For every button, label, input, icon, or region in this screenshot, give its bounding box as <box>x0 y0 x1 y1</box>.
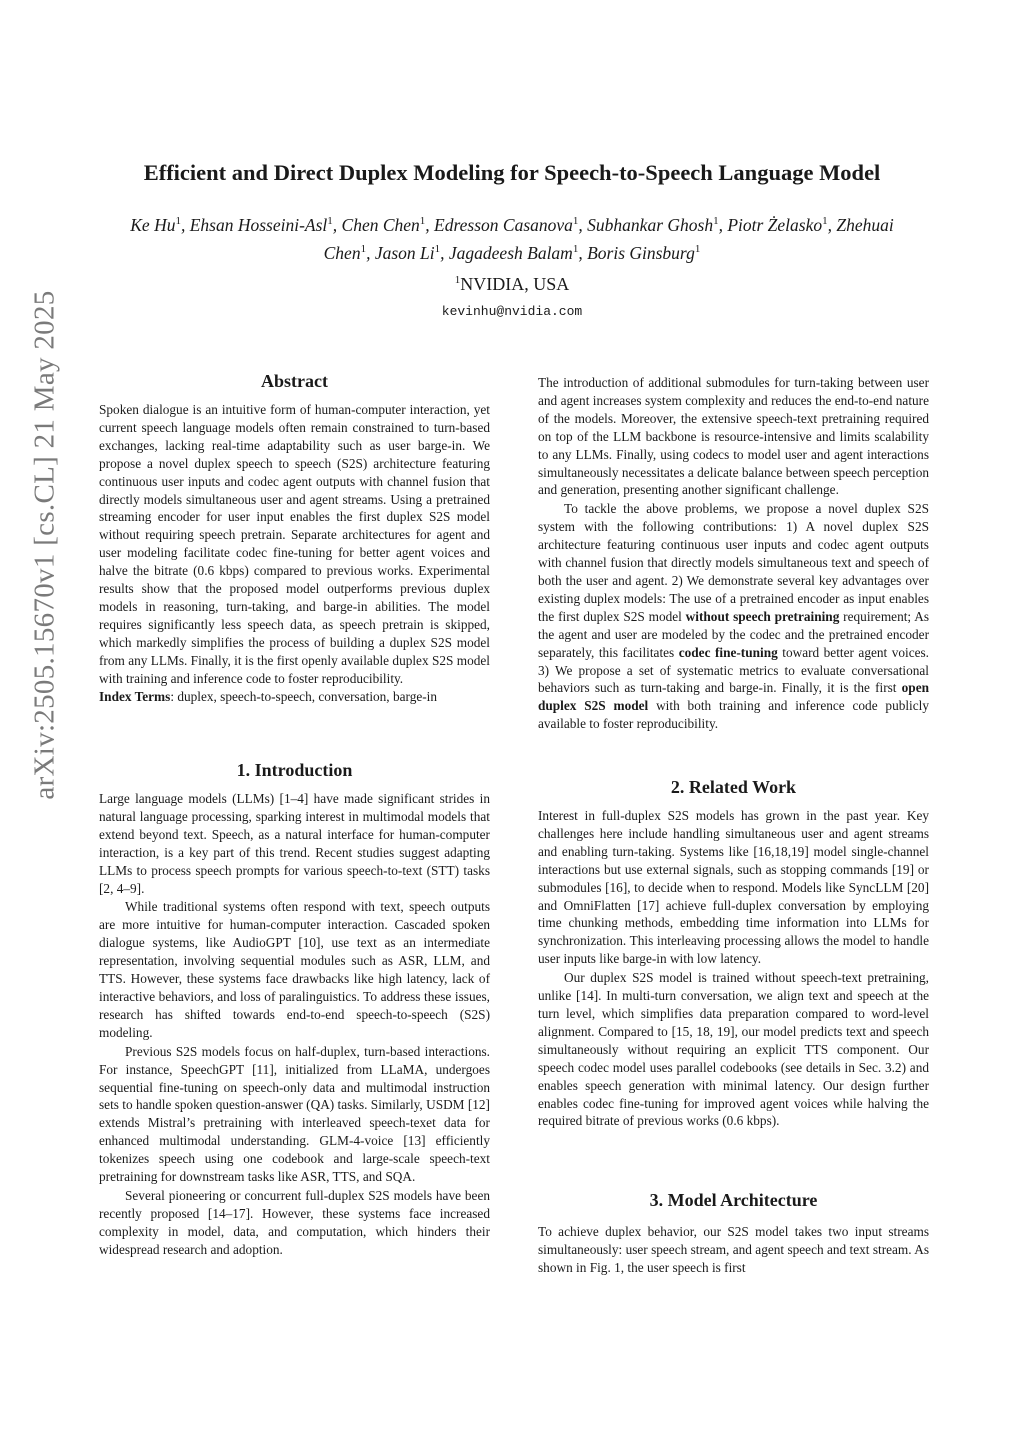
author-name: Zhehuai Chen <box>323 214 894 263</box>
index-terms <box>99 688 490 706</box>
author <box>375 243 440 263</box>
author-affiliation-marker: 1 <box>572 215 579 227</box>
text-run: Several pioneering or concurrent full-duplex S2S models have been recently proposed [14–17]. However, these systems face increased complexity in model, data, and computation, which hinders their widespread research and adoption. <box>99 1187 490 1257</box>
author-name: Edresson Casanova <box>434 214 573 235</box>
abstract-section <box>99 370 490 705</box>
introduction-heading: 1. Introduction <box>236 760 353 780</box>
model-architecture-heading: 3. Model Architecture <box>649 1190 818 1210</box>
index-terms-text: : duplex, speech-to-speech, conversation, barge-in <box>170 688 438 704</box>
author-affiliation-marker: 1 <box>419 215 426 227</box>
paragraph <box>99 898 490 1041</box>
author-affiliation-marker: 1 <box>175 215 181 227</box>
text-run: To tackle the above problems, we propose a novel duplex S2S system with the following contributions: 1) A novel duplex S2S architecture featuring continuous user inputs and codec agent outputs with channel fusion that directly models simultaneous text and speech of both the user and agent. 2) We demonstrate several key advantages over existing duplex models: The use of a pretrained encoder as input enables the first duplex S2S model <box>538 501 929 624</box>
author <box>727 215 827 235</box>
bold-text: without speech pretraining <box>685 608 840 624</box>
model-architecture-body <box>538 1223 929 1277</box>
abstract-body <box>99 401 490 688</box>
author <box>130 215 181 235</box>
text-run: with both training and inference code publicly available to foster reproducibility. <box>538 698 930 732</box>
author <box>342 215 426 235</box>
author-name: Boris Ginsburg <box>587 242 695 263</box>
author-affiliation-marker: 1 <box>713 215 719 227</box>
introduction-section <box>99 759 490 1259</box>
author <box>190 215 333 235</box>
introduction-continued-body <box>538 374 929 733</box>
paragraph <box>99 1187 490 1259</box>
paragraph <box>538 500 929 733</box>
text-run: Our duplex S2S model is trained without speech-text pretraining, unlike [14]. In multi-turn conversation, we align text and speech at the turn level, which simplifies data preparation compared to word-level alignment. Compared to [15, 18, 19], our model predicts text and speech simultaneously without requiring an explicit TTS component. Our speech codec model uses parallel codebooks (see details in Sec. 3.2) and enables speech generation with minimal latency. Our design further enables codec fine-tuning for improved agent voices while halving the required bitrate of previous works (0.6 kbps). <box>538 970 929 1129</box>
text-run: Interest in full-duplex S2S models has grown in the past year. Key challenges here include handling simultaneous user and agent streams and enabling turn-taking. Systems like [16,18,19] model single-channel interactions but use external signals, such as stopping commands [19] or submodules [16], to decide when to respond. Models like SyncLLM [20] and OmniFlatten [17] achieve full-duplex conversation by employing time chunking methods, embedding time information into LLMs for synchronization. This interleaving processing allows the model to handle user inputs like barge-in with low latency. <box>538 808 929 967</box>
paragraph <box>99 790 490 897</box>
paragraph <box>538 969 929 1130</box>
bold-text: open duplex S2S model <box>538 680 929 714</box>
author <box>587 243 700 263</box>
text-run: While traditional systems often respond with text, speech outputs are more intuitive for human-computer interaction. Cascaded spoken dialogue systems, like AudioGPT [10], use text as an intermediate representation, involving sequential modules such as ASR, LLM, and TTS. However, these systems face drawbacks like high latency, lack of interactive behaviors, and loss of paralinguistics. To address these issues, research has shifted towards end-to-end speech-to-speech (S2S) modeling. <box>99 899 490 1040</box>
affiliation-text: NVIDIA, USA <box>460 274 570 294</box>
author-name: Subhankar Ghosh <box>587 214 714 235</box>
affiliation-marker: 1 <box>454 274 461 286</box>
author-name: Jagadeesh Balam <box>448 242 573 263</box>
index-terms-label: Index Terms <box>99 688 171 704</box>
text-run: To achieve duplex behavior, our S2S model takes two input streams simultaneously: user speech stream, and agent speech and text stream. As shown in Fig. 1, the user speech is first <box>538 1224 929 1275</box>
text-run: Previous S2S models focus on half-duplex, turn-based interactions. For instance, SpeechGPT [11], initialized from LLaMA, undergoes sequential fine-tuning on speech-only data and multimodal instruction sets to handle spoken question-answer (QA) tasks. Similarly, USDM [12] extends Mistral’s pretraining with interleaved speech-texet data for enhanced multimodal understanding. GLM-4-voice [13] efficiently tokenizes speech using one codebook and large-scale speech-text pretraining for downstream tasks like ASR, TTS, and SQA. <box>99 1043 490 1185</box>
related-work-heading: 2. Related Work <box>670 777 797 797</box>
related-work-body <box>538 807 929 1130</box>
affiliation <box>0 274 1024 295</box>
paragraph <box>538 807 929 968</box>
author-affiliation-marker: 1 <box>434 242 441 255</box>
arxiv-stamp: arXiv:2505.15670v1 [cs.CL] 21 May 2025 <box>28 290 61 800</box>
related-work-section <box>538 776 929 1130</box>
author-list: Ke Hu$^1$, Ehsan Hosseini-Asl$^1$, Chen Chen$^1$, Edresson Casanova$^1$, Subhankar Ghosh$^1$, Piotr Żelasko$^1$, Zhehuai Chen$^1$, Jason Li$^1$, Jagadeesh Balam$^1$, Boris Ginsburg$^1$ <box>130 214 894 263</box>
paragraph <box>99 401 490 688</box>
bold-text: codec fine-tuning <box>678 644 778 660</box>
author-name: Ehsan Hosseini-Asl <box>189 214 328 235</box>
author-name: Ke Hu <box>130 214 176 235</box>
text-run: toward better agent voices. 3) We propose a set of systematic metrics to evaluate conversational behaviors such as turn-taking and barge-in. Finally, it is the first <box>538 644 929 696</box>
author-affiliation-marker: 1 <box>822 215 828 227</box>
author <box>449 243 578 263</box>
paragraph <box>99 1043 490 1186</box>
model-architecture-section <box>538 1189 929 1277</box>
author-affiliation-marker: 1 <box>327 215 333 227</box>
text-run: Large language models (LLMs) [1–4] have made significant strides in natural language processing, sparking interest in multimodal models that extend beyond text. Speech, as a natural interface for human-computer interaction, is a key part of this trend. Recent studies suggest adapting LLMs to process speech prompts for various speech-to-text (STT) tasks [2, 4–9]. <box>99 791 490 896</box>
author-name: Chen Chen <box>341 214 420 235</box>
author <box>587 215 718 235</box>
text-run: Spoken dialogue is an intuitive form of human-computer interaction, yet current speech language models often remain constrained to turn-based exchanges, lacking real-time adaptability such as user barge-in. We propose a novel duplex speech to speech (S2S) architecture featuring continuous user inputs and codec agent outputs with channel fusion that directly models simultaneous user and agent streams. Using a pretrained streaming encoder for user input enables the first duplex S2S model without requiring speech pretrain. Separate architectures for agent and user modeling facilitate codec fine-tuning for better agent voices and halve the bitrate (0.6 kbps) compared to previous works. Experimental results show that the proposed model outperforms previous duplex models in reasoning, turn-taking, and barge-in abilities. The model requires significantly less speech data, as speech pretrain is skipped, which markedly simplifies the process of building a duplex S2S model from any LLMs. Finally, it is the first openly available duplex S2S model with training and inference code to foster reproducibility. <box>99 402 490 686</box>
paragraph <box>538 1223 929 1277</box>
author-email: kevinhu@nvidia.com <box>441 304 583 319</box>
author-name: Jason Li <box>374 242 435 263</box>
introduction-body <box>99 790 490 1259</box>
paper-title: Efficient and Direct Duplex Modeling for Speech-to-Speech Language Model <box>143 160 881 185</box>
author-affiliation-marker: 1 <box>360 242 367 255</box>
author-affiliation-marker: 1 <box>694 242 701 255</box>
text-run: requirement; As the agent and user are modeled by the codec and the pretrained encoder separately, this facilitates <box>538 608 929 660</box>
author-name: Piotr Żelasko <box>727 214 823 235</box>
text-run: The introduction of additional submodules for turn-taking between user and agent increases system complexity and reduces the end-to-end nature of the models. Moreover, the extensive speech-text pretraining required on top of the LLM backbone is resource-intensive and limits scalability to any LLMs. Finally, using codecs to model user and agent interactions simultaneously necessitates a delicate balance between speech perception and generation, presenting another significant challenge. <box>538 375 929 498</box>
author <box>434 215 578 235</box>
author-affiliation-marker: 1 <box>572 242 579 255</box>
paragraph <box>538 374 929 499</box>
abstract-heading: Abstract <box>261 371 328 391</box>
introduction-continued <box>538 374 929 733</box>
